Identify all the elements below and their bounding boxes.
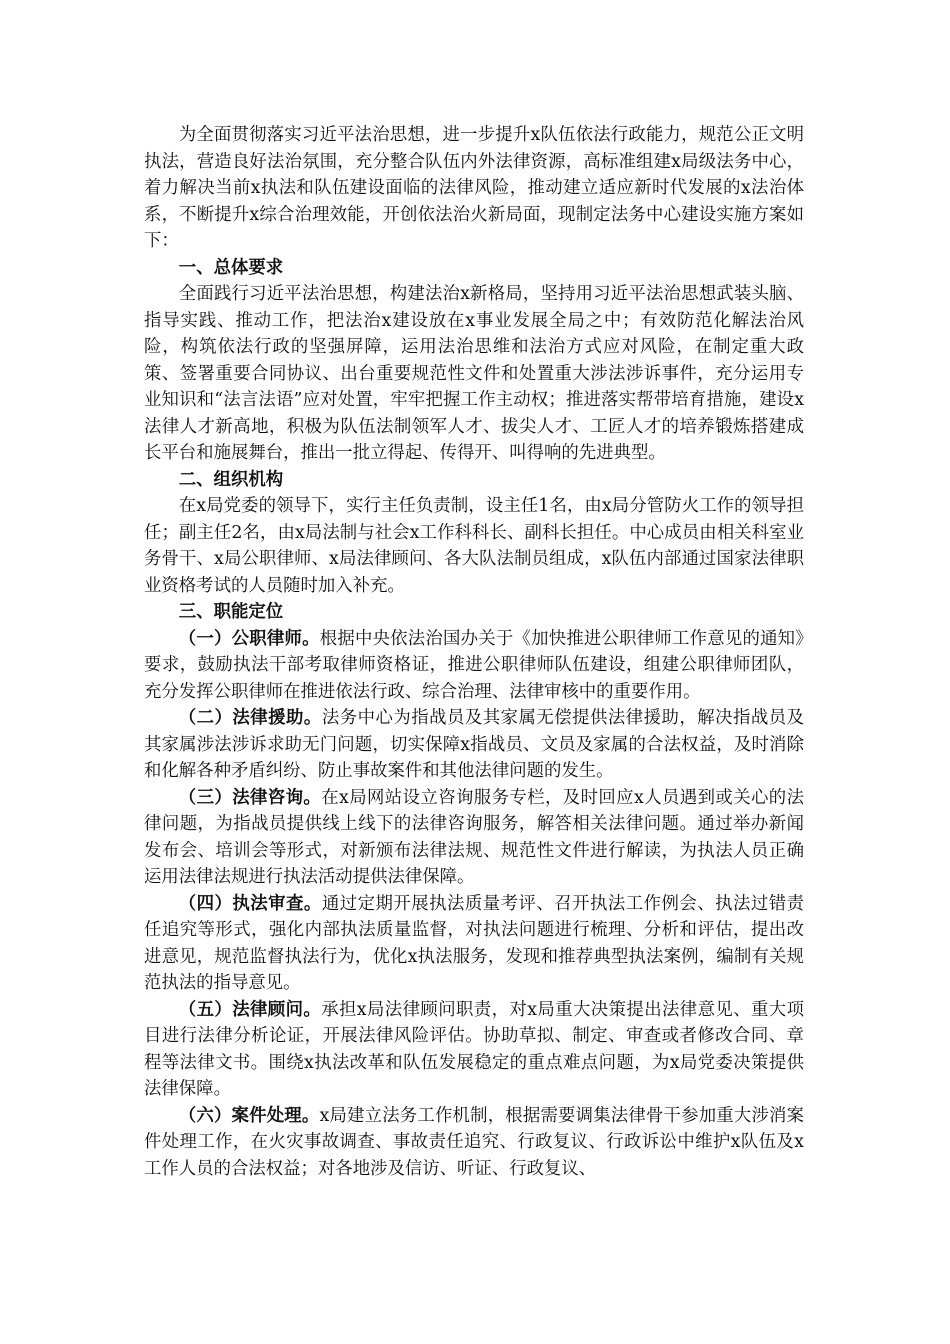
function-item-enforcement-review [144,891,804,997]
function-title: （三）法律咨询。 [178,787,322,808]
document-page [144,122,804,1182]
intro-paragraph: 为全面贯彻落实习近平法治思想，进一步提升x队伍依法行政能力，规范公正文明执法，营造良好法治氛围，充分整合队伍内外法律资源，高标准组建x局级法务中心，着力解决当前x执法和队伍建设面临的法律风险，推动建立适应新时代发展的x法治体系，不断提升x综合治理效能，开创依法治火新局面，现制定法务中心建设实施方案如下： [144,125,804,251]
function-item-legal-counsel [144,997,804,1103]
section-heading-functions: 三、职能定位 [178,602,284,622]
function-text: 法务中心为指战员及其家属无偿提供法律援助，解决指战员及其家属涉法涉诉求助无门问题，切实保障x指战员、文员及家属的合法权益，及时消除和化解各种矛盾纠纷、防止事故案件和其他法律问题的发生。 [144,708,804,781]
function-title: （二）法律援助。 [178,708,322,728]
function-item-public-lawyer [144,626,804,706]
function-item-legal-consulting [144,785,804,891]
section-body-organization: 在x局党委的领导下，实行主任负责制，设主任1名，由x局分管防火工作的领导担任；副主任2名，由x局法制与社会x工作科科长、副科长担任。中心成员由相关科室业务骨干、x局公职律师、x局法律顾问、各大队法制员组成，x队伍内部通过国家法律职业资格考试的人员随时加入补充。 [144,496,804,596]
function-title: （一）公职律师。 [178,628,320,649]
section-heading-general-requirements: 一、总体要求 [178,257,284,278]
function-title: （五）法律顾问。 [178,999,322,1020]
function-title: （六）案件处理。 [178,1105,320,1126]
function-text: 根据中央依法治国办关于《加快推进公职律师工作意见的通知》要求，鼓励执法干部考取律师资格证，推进公职律师队伍建设，组建公职律师团队，充分发挥公职律师在推进依法行政、综合治理、法律审核中的重要作用。 [144,628,804,702]
function-title: （四）执法审查。 [178,893,322,914]
function-text: 通过定期开展执法质量考评、召开执法工作例会、执法过错责任追究等形式，强化内部执法质量监督，对执法问题进行梳理、分析和评估，提出改进意见，规范监督执法行为，优化x执法服务，发现和推荐典型执法案例，编制有关规范执法的指导意见。 [144,893,804,993]
function-text: x局建立法务工作机制，根据需要调集法律骨干参加重大涉消案件处理工作，在火灾事故调查、事故责任追究、行政复议、行政诉讼中维护x队伍及x工作人员的合法权益；对各地涉及信访、听证、行政复议、 [144,1105,804,1179]
function-text: 在x局网站设立咨询服务专栏，及时回应x人员遇到或关心的法律问题，为指战员提供线上线下的法律咨询服务，解答相关法律问题。通过举办新闻发布会、培训会等形式，对新颁布法律法规、规范性文件进行解读，为执法人员正确运用法律法规进行执法活动提供法律保障。 [144,787,804,887]
section-heading-organization: 二、组织机构 [178,469,284,490]
section-body-general-requirements: 全面践行习近平法治思想，构建法治x新格局，坚持用习近平法治思想武装头脑、指导实践、推动工作，把法治x建设放在x事业发展全局之中；有效防范化解法治风险，构筑依法行政的坚强屏障，运用法治思维和法治方式应对风险，在制定重大政策、签署重要合同协议、出台重要规范性文件和处置重大涉法涉诉事件，充分运用专业知识和“法言法语”应对处置，牢牢把握工作主动权；推进落实帮带培育措施，建设x法律人才新高地，积极为队伍法制领军人才、拔尖人才、工匠人才的培养锻炼搭建成长平台和施展舞台，推出一批立得起、传得开、叫得响的先进典型。 [144,284,804,463]
function-item-legal-aid [144,705,804,785]
function-item-case-handling [144,1103,804,1183]
function-text: 承担x局法律顾问职责，对x局重大决策提出法律意见、重大项目进行法律分析论证，开展法律风险评估。协助草拟、制定、审查或者修改合同、章程等法律文书。围绕x执法改革和队伍发展稳定的重点难点问题，为x局党委决策提供法律保障。 [144,999,804,1099]
